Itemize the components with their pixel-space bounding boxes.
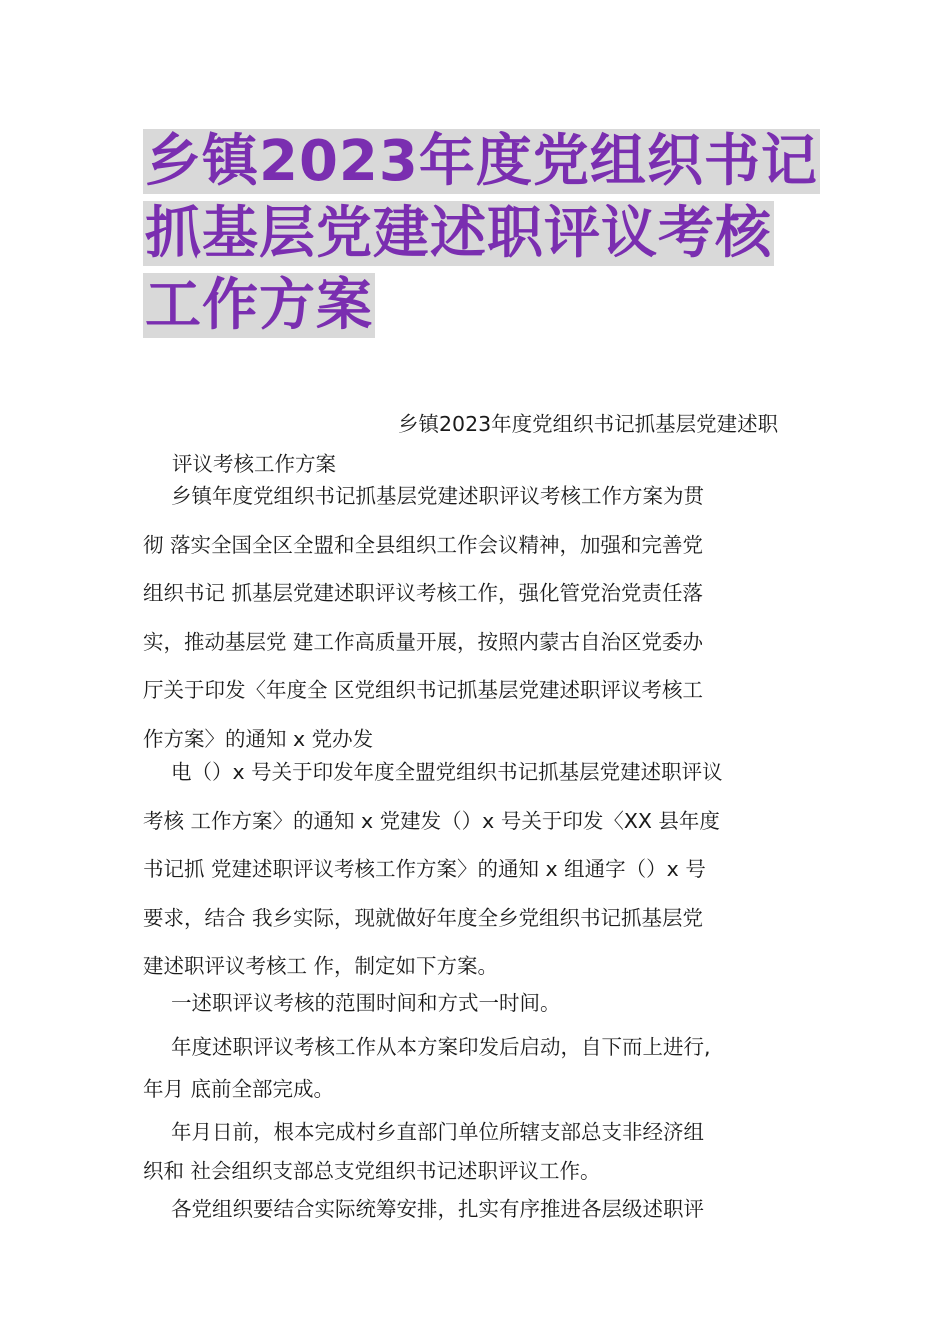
- paragraph-section-heading: [143, 983, 808, 1023]
- paragraph-line: 电（）x 号关于印发年度全盟党组织书记抓基层党建述职评议: [171, 760, 723, 784]
- document-title: [143, 126, 823, 342]
- subtitle-line-1: 乡镇2023年度党组织书记抓基层党建述职: [398, 412, 779, 436]
- paragraph-line: 织和 社会组织支部总支党组织书记述职评议工作。: [143, 1159, 601, 1183]
- paragraph-line: 建述职评议考核工 作，制定如下方案。: [143, 954, 499, 978]
- title-line-3: [143, 270, 823, 342]
- paragraph-line: 书记抓 党建述职评议考核工作方案〉的通知 x 组通字（）x 号: [143, 857, 706, 881]
- paragraph-arrangement: [143, 1189, 808, 1229]
- paragraph-line: 要求，结合 我乡实际，现就做好年度全乡党组织书记抓基层党: [143, 905, 704, 930]
- paragraph-intro: [143, 472, 808, 763]
- paragraph-line: 年月 底前全部完成。: [143, 1077, 335, 1101]
- paragraph-line: 厅关于印发〈年度全 区党组织书记抓基层党建述职评议考核工: [143, 678, 704, 702]
- paragraph-basis: [143, 748, 808, 991]
- title-line-1: [143, 126, 823, 198]
- paragraph-deadline: [143, 1113, 808, 1191]
- paragraph-line: 实，推动基层党 建工作高质量开展，按照内蒙古自治区党委办: [143, 629, 704, 654]
- title-line-2: [143, 198, 823, 270]
- paragraph-timeline: [143, 1026, 808, 1110]
- paragraph-line: 一述职评议考核的范围时间和方式一时间。: [171, 991, 561, 1015]
- paragraph-line: 组织书记 抓基层党建述职评议考核工作，强化管党治党责任落: [143, 581, 704, 605]
- paragraph-line: 年度述职评议考核工作从本方案印发后启动，自下而上进行,: [171, 1035, 711, 1059]
- paragraph-line: 年月日前，根本完成村乡直部门单位所辖支部总支非经济组: [171, 1120, 704, 1144]
- subtitle-line-2: 评议考核工作方案: [172, 452, 336, 476]
- paragraph-line: 作方案〉的通知 x 党办发: [143, 726, 374, 751]
- paragraph-line: 考核 工作方案〉的通知 x 党建发（）x 号关于印发〈XX 县年度: [143, 808, 720, 833]
- paragraph-line: 彻 落实全国全区全盟和全县组织工作会议精神，加强和完善党: [143, 532, 704, 557]
- title-line-2-text: 抓基层党建述职评议考核: [145, 201, 772, 266]
- title-line-1-text: 乡镇2023年度党组织书记: [145, 129, 818, 194]
- paragraph-line: 各党组织要结合实际统筹安排，扎实有序推进各层级述职评: [171, 1197, 704, 1221]
- paragraph-line: 乡镇年度党组织书记抓基层党建述职评议考核工作方案为贯: [171, 484, 704, 508]
- title-line-3-text: 工作方案: [145, 273, 373, 338]
